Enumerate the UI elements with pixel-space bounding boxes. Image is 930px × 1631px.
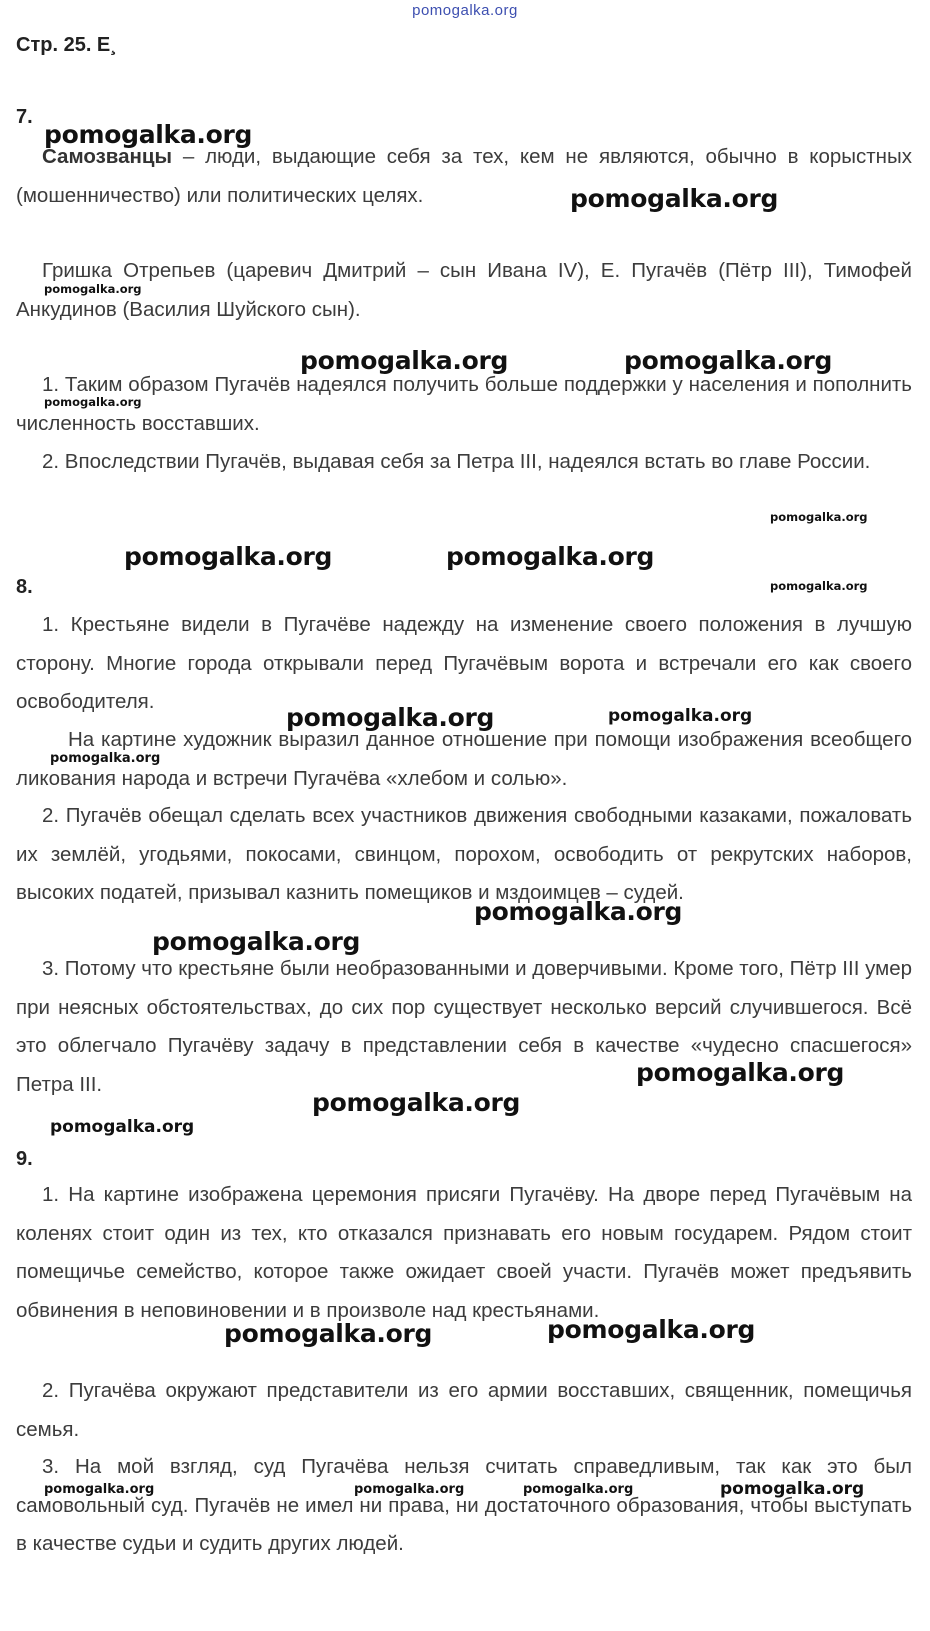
watermark: pomogalka.org: [547, 1315, 756, 1344]
watermark: pomogalka.org: [50, 1117, 195, 1137]
section-9-number: 9.: [16, 1148, 33, 1170]
watermark: pomogalka.org: [720, 1479, 865, 1499]
watermark: pomogalka.org: [312, 1088, 521, 1117]
watermark: pomogalka.org: [624, 346, 833, 375]
watermark: pomogalka.org: [636, 1058, 845, 1087]
site-header[interactable]: pomogalka.org: [412, 2, 518, 19]
section-7-examples: Гришка Отрепьев (царевич Дмитрий – сын Ивана IV), Е. Пугачёв (Пётр III), Тимофей Анкудинов (Василия Шуйского сын).: [16, 259, 912, 321]
watermark: pomogalka.org: [50, 751, 161, 766]
watermark: pomogalka.org: [124, 542, 333, 571]
section-7-point-1: 1. Таким образом Пугачёв надеялся получить больше поддержки у населения и пополнить численность восставших.: [16, 373, 912, 435]
section-9-point-3: 3. На мой взгляд, суд Пугачёва нельзя считать справедливым, так как это был самовольный суд. Пугачёв не имел ни права, ни достаточного образования, чтобы выступать в качестве судьи и судить других людей.: [16, 1455, 912, 1555]
watermark: pomogalka.org: [300, 346, 509, 375]
watermark: pomogalka.org: [474, 897, 683, 926]
watermark: pomogalka.org: [44, 395, 142, 409]
section-8-point-2: 2. Пугачёв обещал сделать всех участников движения свободными казаками, пожаловать их землёй, угодьями, покосами, свинцом, порохом, освободить от рекрутских наборов, высоких податей, призывал казнить помещиков и мздоимцев – судей.: [16, 804, 912, 904]
watermark: pomogalka.org: [354, 1482, 465, 1497]
watermark: pomogalka.org: [44, 120, 253, 149]
section-8-point-1: 1. Крестьяне видели в Пугачёве надежду на изменение своего положения в лучшую сторону. Многие города открывали перед Пугачёвым ворота и встречали его как своего освободителя.: [16, 613, 912, 713]
watermark: pomogalka.org: [770, 510, 868, 524]
section-8-point-3: 3. Потому что крестьяне были необразованными и доверчивыми. Кроме того, Пётр III умер при неясных обстоятельствах, до сих пор существует несколько версий случившегося. Всё это облегчало Пугачёву задачу в представлении себя в качестве «чудесно спасшегося» Петра III.: [16, 957, 912, 1096]
definition-text: – люди, выдающие себя за тех, кем не являются, обычно в корыстных (мошенничество) или политических целях.: [16, 145, 912, 207]
watermark: pomogalka.org: [770, 579, 868, 593]
section-7-number: 7.: [16, 106, 33, 128]
term-label: Самозванцы: [42, 145, 173, 168]
page-reference: Стр. 25. Е¸: [16, 34, 117, 56]
watermark: pomogalka.org: [286, 703, 495, 732]
watermark: pomogalka.org: [44, 282, 142, 296]
watermark: pomogalka.org: [224, 1319, 433, 1348]
watermark: pomogalka.org: [570, 184, 779, 213]
section-7-definition: [16, 138, 912, 215]
section-8-point-1b: На картине художник выразил данное отношение при помощи изображения всеобщего ликования народа и встречи Пугачёва «хлебом и солью».: [16, 728, 912, 790]
watermark: pomogalka.org: [446, 542, 655, 571]
section-9-point-1: 1. На картине изображена церемония присяги Пугачёву. На дворе перед Пугачёвым на коленях стоит один из тех, кто отказался признавать его новым государем. Рядом стоит помещичье семейство, которое также ожидает своей участи. Пугачёв может предъявить обвинения в неповиновении и в произволе над крестьянами.: [16, 1183, 912, 1322]
watermark: pomogalka.org: [608, 706, 753, 726]
section-7-point-2: 2. Впоследствии Пугачёв, выдавая себя за Петра III, надеялся встать во главе России.: [42, 450, 871, 473]
section-9-point-2: 2. Пугачёва окружают представители из его армии восставших, священник, помещичья семья.: [16, 1379, 912, 1441]
watermark: pomogalka.org: [523, 1482, 634, 1497]
section-8-number: 8.: [16, 576, 33, 598]
watermark: pomogalka.org: [44, 1482, 155, 1497]
watermark: pomogalka.org: [152, 927, 361, 956]
